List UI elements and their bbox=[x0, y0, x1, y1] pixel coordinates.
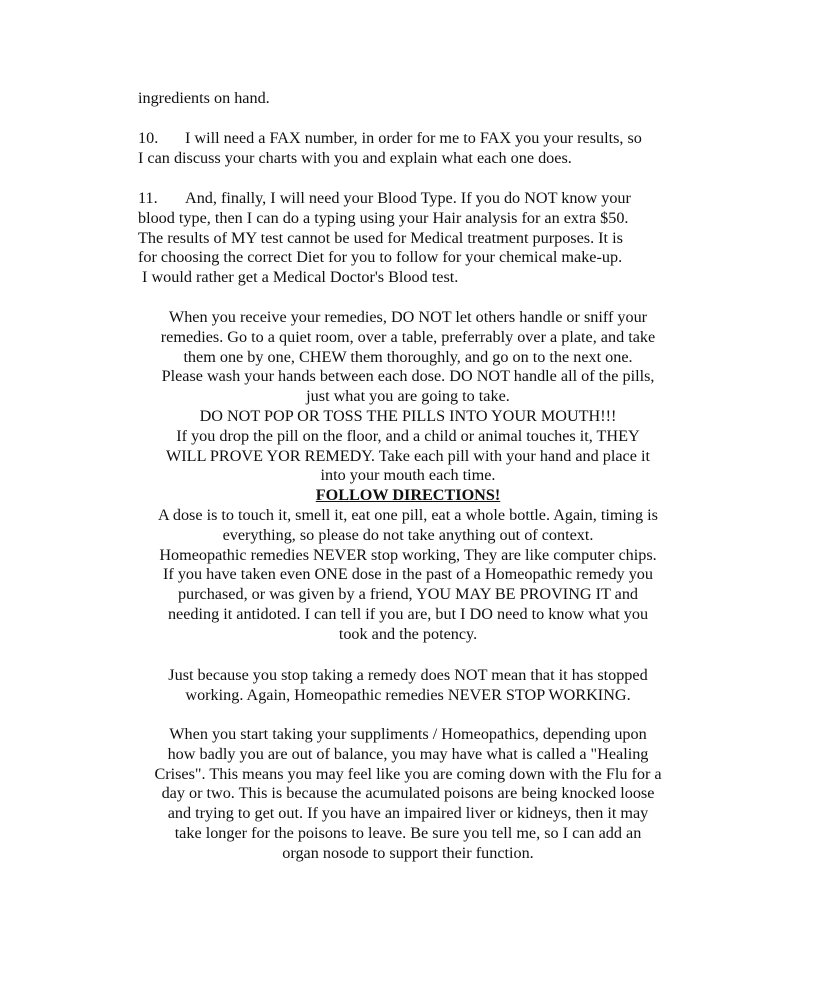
paragraph-remedies bbox=[120, 308, 696, 645]
text-line: A dose is to touch it, smell it, eat one pill, eat a whole bottle. Again, timing is bbox=[158, 505, 658, 524]
text-line: organ nosode to support their function. bbox=[282, 843, 534, 862]
text-line: When you receive your remedies, DO NOT let others handle or sniff your bbox=[168, 308, 648, 326]
text-line: ingredients on hand. bbox=[138, 89, 270, 107]
paragraph-item-10 bbox=[138, 129, 678, 169]
text-line bbox=[138, 189, 678, 209]
text-line: needing it antidoted. I can tell if you are, but I DO need to know what you bbox=[167, 604, 649, 623]
paragraph-healing-crises bbox=[120, 725, 696, 864]
paragraph-item-11 bbox=[138, 189, 678, 288]
text-line: took and the potency. bbox=[338, 624, 478, 643]
text-line: I can discuss your charts with you and explain what each one does. bbox=[138, 148, 572, 167]
text-line: remedies. Go to a quiet room, over a table, preferrably over a plate, and take bbox=[160, 327, 656, 346]
text-line: them one by one, CHEW them thoroughly, and go on to the next one. bbox=[183, 347, 633, 366]
text-line: When you start taking your suppliments / Homeopathics, depending upon bbox=[169, 725, 647, 743]
text-line: and trying to get out. If you have an impaired liver or kidneys, then it may bbox=[167, 804, 649, 823]
text-line: day or two. This is because the acumulated poisons are being knocked loose bbox=[161, 784, 655, 803]
text-line: into your mouth each time. bbox=[320, 466, 496, 485]
text-line bbox=[138, 129, 678, 149]
text-line: everything, so please do not take anything out of context. bbox=[222, 525, 594, 544]
text-line: purchased, or was given by a friend, YOU MAY BE PROVING IT and bbox=[177, 585, 639, 604]
text-line: Please wash your hands between each dose. DO NOT handle all of the pills, bbox=[161, 367, 655, 386]
paragraph-ingredients bbox=[138, 89, 678, 109]
text-line: take longer for the poisons to leave. Be sure you tell me, so I can add an bbox=[174, 823, 642, 842]
text-line: how badly you are out of balance, you may have what is called a "Healing bbox=[167, 744, 649, 763]
text-line: blood type, then I can do a typing using your Hair analysis for an extra $50. bbox=[138, 208, 629, 227]
text-line: If you drop the pill on the floor, and a child or animal touches it, THEY bbox=[176, 426, 640, 445]
text-line: If you have taken even ONE dose in the past of a Homeopathic remedy you bbox=[163, 565, 653, 584]
text-line: Crises". This means you may feel like you are coming down with the Flu for a bbox=[154, 764, 662, 783]
text-line: just what you are going to take. bbox=[306, 387, 510, 406]
text-line: Homeopathic remedies NEVER stop working, They are like computer chips. bbox=[159, 545, 657, 564]
item-first-line: I will need a FAX number, in order for me to FAX you your results, so bbox=[185, 129, 642, 147]
text-line: Just because you stop taking a remedy does NOT mean that it has stopped bbox=[168, 666, 648, 684]
text-line: The results of MY test cannot be used for Medical treatment purposes. It is bbox=[138, 228, 623, 247]
text-line: I would rather get a Medical Doctor's Blood test. bbox=[138, 268, 459, 287]
paragraph-stop-taking bbox=[120, 666, 696, 706]
item-number: 11. bbox=[138, 189, 158, 207]
text-line: working. Again, Homeopathic remedies NEVER STOP WORKING. bbox=[185, 685, 631, 704]
text-line: WILL PROVE YOR REMEDY. Take each pill with your hand and place it bbox=[166, 446, 650, 465]
follow-directions-heading: FOLLOW DIRECTIONS! bbox=[315, 486, 501, 505]
text-line: DO NOT POP OR TOSS THE PILLS INTO YOUR MOUTH!!! bbox=[199, 406, 617, 425]
item-number: 10. bbox=[138, 129, 159, 147]
item-first-line: And, finally, I will need your Blood Type. If you do NOT know your bbox=[185, 189, 631, 207]
text-line: for choosing the correct Diet for you to follow for your chemical make-up. bbox=[138, 248, 623, 267]
